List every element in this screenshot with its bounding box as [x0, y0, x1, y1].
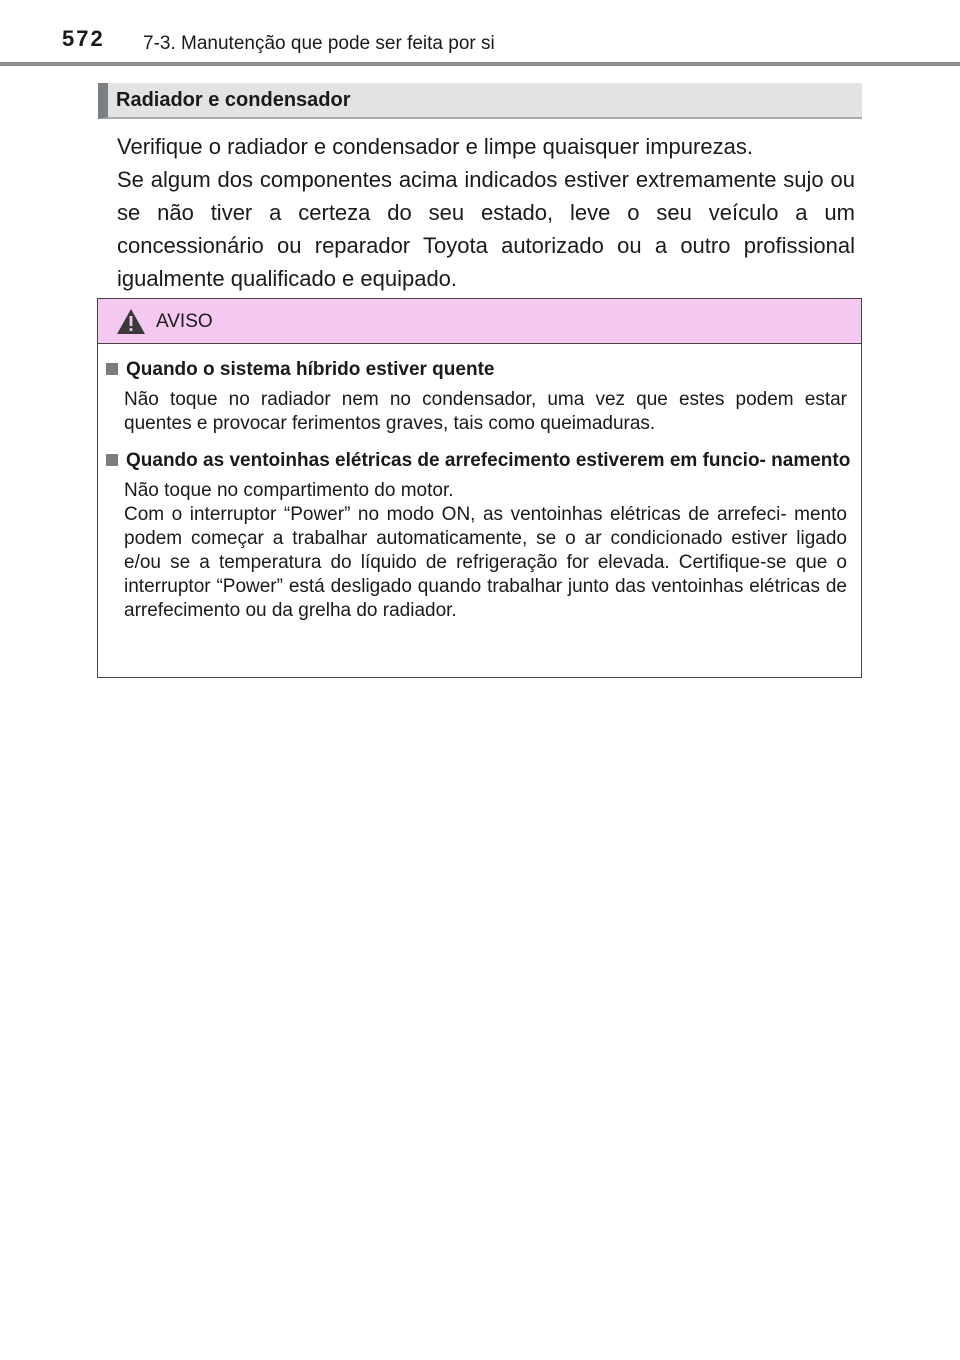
chapter-title: 7-3. Manutenção que pode ser feita por si: [143, 33, 495, 54]
warning-header: [98, 299, 861, 344]
warning-item-title: Quando o sistema híbrido estiver quente: [98, 357, 861, 382]
section-heading: [98, 83, 862, 119]
body-paragraph: Verifique o radiador e condensador e limpe quaisquer impurezas.: [117, 134, 753, 159]
section-heading-text: Radiador e condensador: [116, 89, 351, 111]
warning-item-text: Não toque no radiador nem no condensador, uma vez que estes podem estar quentes e provocar ferimentos graves, tais como queimaduras.: [124, 389, 847, 434]
square-bullet-icon: [106, 363, 118, 375]
warning-label: AVISO: [156, 311, 213, 332]
warning-item-text: Não toque no compartimento do motor.: [124, 480, 454, 501]
warning-item-title: Quando as ventoinhas elétricas de arrefecimento estiverem em funcio- namento: [98, 448, 861, 473]
warning-item: [98, 448, 861, 623]
warning-body: [98, 357, 861, 635]
square-bullet-icon: [106, 454, 118, 466]
warning-box: [97, 298, 862, 678]
section-body: [117, 130, 855, 295]
warning-triangle-icon: [116, 308, 146, 340]
body-paragraph: Se algum dos componentes acima indicados estiver extremamente sujo ou se não tiver a certeza do seu estado, leve o seu veículo a um concessionário ou reparador Toyota autorizado ou a outro profissional igualmente qualificado e equipado.: [117, 167, 855, 291]
page-number: 572: [62, 26, 105, 51]
warning-item: [98, 357, 861, 436]
page-header: [0, 0, 960, 66]
header-divider: [0, 62, 960, 66]
warning-item-text: Com o interruptor “Power” no modo ON, as ventoinhas elétricas de arrefeci- mento podem começar a trabalhar automaticamente, se o ar condicionado estiver ligado e/ou se a temperatura do líquido de refrigeração for elevada. Certifique-se que o interruptor “Power” está desligado quando trabalhar junto das ventoinhas elétricas de arrefecimento ou da grelha do radiador.: [124, 504, 847, 621]
